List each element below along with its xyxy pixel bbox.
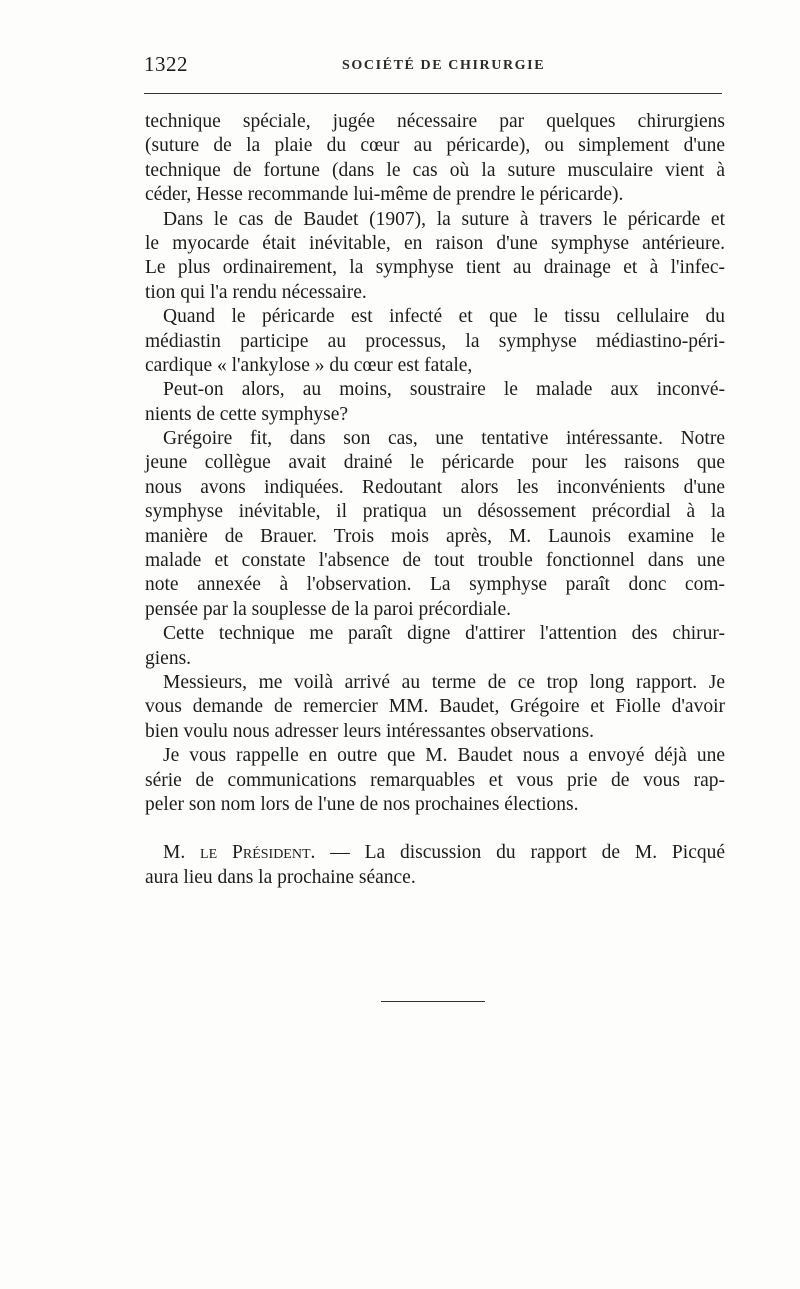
text-line: vous demande de remercier MM. Baudet, Grégoire et Fiolle d'avoir [145,696,725,718]
closing-line: aura lieu dans la prochaine séance. [145,866,416,888]
closing-text: — La discussion du rapport de M. Picqué [315,842,726,864]
page-number: 1322 [144,52,188,76]
text-line: manière de Brauer. Trois mois après, M. Launois examine le [145,525,725,547]
text-line: Dans le cas de Baudet (1907), la suture à travers le péricarde et [163,208,725,230]
text-line: jeune collègue avait drainé le péricarde pour les raisons que [145,452,725,474]
paragraph-spacer [145,817,725,841]
text-line: symphyse inévitable, il pratiqua un désossement précordial à la [145,501,725,523]
text-line: (suture de la plaie du cœur au péricarde), ou simplement d'une [145,135,725,157]
text-line: tion qui l'a rendu nécessaire. [145,281,367,303]
closing-line [145,841,725,865]
text-line: peler son nom lors de l'une de nos prochaines élections. [145,793,579,815]
text-line: le myocarde était inévitable, en raison d'une symphyse antérieure. [145,232,725,254]
text-line: pensée par la souplesse de la paroi précordiale. [145,598,512,620]
page-header [144,52,722,82]
text-line: Grégoire fit, dans son cas, une tentative intéressante. Notre [163,428,725,450]
text-line: note annexée à l'observation. La symphyse paraît donc com- [145,574,725,596]
text-line: technique spéciale, jugée nécessaire par quelques chirurgiens [145,111,725,132]
text-line: giens. [145,647,192,669]
text-line: malade et constate l'absence de tout trouble fonctionnel dans une [145,550,725,572]
running-title: SOCIÉTÉ DE CHIRURGIE [342,58,546,73]
text-line: Peut-on alors, au moins, soustraire le malade aux inconvé- [163,379,725,401]
text-line: nients de cette symphyse? [145,403,349,425]
text-line: technique de fortune (dans le cas où la suture musculaire vient à [145,159,725,181]
text-line: série de communications remarquables et vous prie de vous rap- [145,769,725,791]
text-line: Messieurs, me voilà arrivé au terme de ce trop long rapport. Je [163,671,725,693]
header-rule [144,93,722,94]
text-line: nous avons indiquées. Redoutant alors les inconvénients d'une [145,476,725,498]
text-line: Je vous rappelle en outre que M. Baudet nous a envoyé déjà une [163,745,725,767]
text-line: médiastin participe au processus, la symphyse médiastino-péri- [145,330,725,352]
text-line: bien voulu nous adresser leurs intéressantes observations. [145,720,594,742]
text-line: Le plus ordinairement, la symphyse tient au drainage et à l'infec- [145,257,725,279]
text-line: Cette technique me paraît digne d'attirer l'attention des chirur- [163,623,725,645]
text-line: céder, Hesse recommande lui-même de prendre le péricarde). [145,184,624,206]
end-rule [381,1001,485,1002]
body-text [145,110,725,890]
text-line: Quand le péricarde est infecté et que le tissu cellulaire du [163,306,725,328]
speaker-label: M. le Président. [163,842,316,864]
text-line: cardique « l'ankylose » du cœur est fatale, [145,354,473,376]
